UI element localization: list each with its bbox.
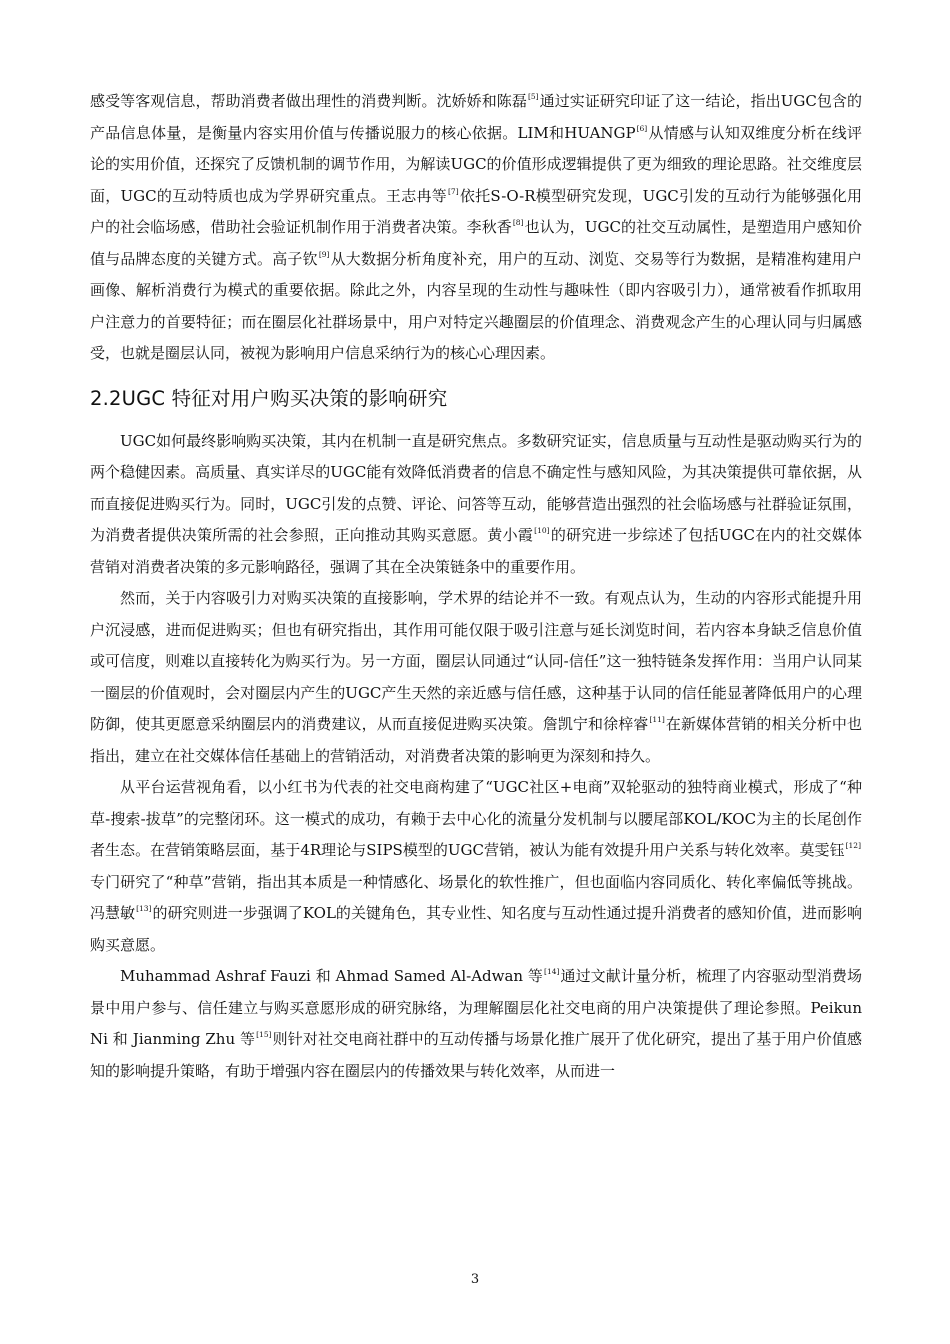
text-run: 依托S-O-R模型研究发现，UGC引发的互动行为能够强化用户的社会临场感，借助社会验证机制作用于消费者决策。李秋香	[90, 186, 862, 236]
citation-8[interactable]: [8]	[512, 218, 524, 227]
text-run: 通过文献计量分析，梳理了内容驱动型消费场景中用户参与、信任建立与购买意愿形成的研究脉络，为理解圈层化社交电商的用户决策提供了理论参照。Peikun Ni 和 Jianming Zhu 等	[90, 967, 862, 1048]
text-run: 的研究则进一步强调了KOL的关键角色，其专业性、知名度与互动性通过提升消费者的感知价值，进而影响购买意愿。	[90, 904, 862, 954]
paragraph-content-appeal	[90, 583, 862, 772]
citation-15[interactable]: [15]	[256, 1030, 272, 1039]
page-body	[90, 86, 862, 1087]
text-run: 然而，关于内容吸引力对购买决策的直接影响，学术界的结论并不一致。有观点认为，生动的内容形式能提升用户沉浸感，进而促进购买；但也有研究指出，其作用可能仅限于吸引注意与延长浏览时间，若内容本身缺乏信息价值或可信度，则难以直接转化为购买行为。另一方面，圈层认同通过“认同-信任”这一独特链条发挥作用：当用户认同某一圈层的价值观时，会对圈层内产生的UGC产生天然的亲近感与信任感，这种基于认同的信任能显著降低用户的心理防御，使其更愿意采纳圈层内的消费建议，从而直接促进购买决策。詹凯宁和徐梓睿	[90, 589, 862, 733]
citation-6[interactable]: [6]	[636, 123, 648, 133]
citation-11[interactable]: [11]	[649, 715, 665, 724]
text-run: 的研究进一步综述了包括UGC在内的社交媒体营销对消费者决策的多元影响路径，强调了其在全决策链条中的重要作用。	[90, 526, 862, 576]
text-run: 感受等客观信息，帮助消费者做出理性的消费判断。沈娇娇和陈磊	[90, 92, 527, 110]
paragraph-platform-operation	[90, 772, 862, 961]
citation-10[interactable]: [10]	[534, 526, 550, 535]
text-run: UGC如何最终影响购买决策，其内在机制一直是研究焦点。多数研究证实，信息质量与互动性是驱动购买行为的两个稳健因素。高质量、真实详尽的UGC能有效降低消费者的信息不确定性与感知风险，为其决策提供可靠依据，从而直接促进购买行为。同时，UGC引发的点赞、评论、问答等互动，能够营造出强烈的社会临场感与社群验证氛围，为消费者提供决策所需的社会参照，正向推动其购买意愿。黄小霞	[90, 431, 862, 544]
paragraph-ugc-value-review	[90, 86, 862, 370]
paragraph-international-research	[90, 961, 862, 1087]
text-run: 通过实证研究印证了这一结论，指出UGC包含的产品信息体量，是衡量内容实用价值与传播说服力的核心依据。LIM和HUANGP	[90, 92, 862, 142]
citation-12[interactable]: [12]	[845, 841, 861, 850]
text-run: Muhammad Ashraf Fauzi 和 Ahmad Samed Al-Adwan 等	[120, 967, 544, 985]
text-run: 专门研究了“种草”营销，指出其本质是一种情感化、场景化的软性推广，但也面临内容同质化、转化率偏低等挑战。冯慧敏	[90, 872, 862, 922]
citation-13[interactable]: [13]	[136, 904, 152, 913]
citation-14[interactable]: [14]	[544, 967, 560, 976]
citation-7[interactable]: [7]	[448, 186, 459, 196]
text-run: 从平台运营视角看，以小红书为代表的社交电商构建了“UGC社区+电商”双轮驱动的独特商业模式，形成了“种草-搜索-拔草”的完整闭环。这一模式的成功，有赖于去中心化的流量分发机制与以腰尾部KOL/KOC为主的长尾创作者生态。在营销策略层面，基于4R理论与SIPS模型的UGC营销，被认为能有效提升用户关系与转化效率。莫雯钰	[90, 778, 862, 859]
text-run: 从情感与认知双维度分析在线评论的实用价值，还探究了反馈机制的调节作用，为解读UGC的价值形成逻辑提供了更为细致的理论思路。社交维度层面，UGC的互动特质也成为学界研究重点。王志冉等	[90, 123, 862, 205]
citation-9[interactable]: [9]	[318, 249, 330, 259]
page-number: 3	[470, 1272, 480, 1287]
text-run: 则针对社交电商社群中的互动传播与场景化推广展开了优化研究，提出了基于用户价值感知的影响提升策略，有助于增强内容在圈层内的传播效果与转化效率，从而进一	[90, 1030, 862, 1080]
paragraph-mechanism	[90, 426, 862, 584]
text-run: 也认为，UGC的社交互动属性，是塑造用户感知价值与品牌态度的关键方式。高子钦	[90, 218, 862, 268]
text-run: 在新媒体营销的相关分析中也指出，建立在社交媒体信任基础上的营销活动，对消费者决策的影响更为深刻和持久。	[90, 715, 862, 765]
section-heading-2-2: 2.2UGC 特征对用户购买决策的影响研究	[90, 386, 448, 410]
text-run: 从大数据分析角度补充，用户的互动、浏览、交易等行为数据，是精准构建用户画像、解析消费行为模式的重要依据。除此之外，内容呈现的生动性与趣味性（即内容吸引力），通常被看作抓取用户注意力的首要特征；而在圈层化社群场景中，用户对特定兴趣圈层的价值理念、消费观念产生的心理认同与归属感受，也就是圈层认同，被视为影响用户信息采纳行为的核心心理因素。	[90, 249, 862, 362]
citation-5[interactable]: [5]	[527, 92, 539, 101]
